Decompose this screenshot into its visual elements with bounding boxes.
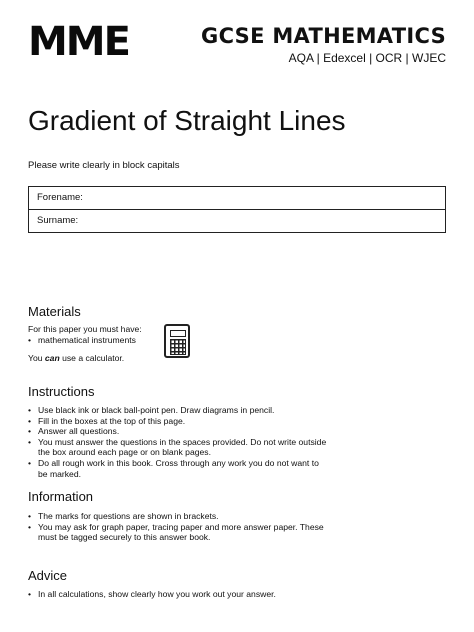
name-box — [28, 186, 446, 233]
exam-header — [201, 24, 446, 66]
list-item: • In all calculations, show clearly how you work out your answer. — [28, 589, 348, 600]
list-item: • mathematical instruments — [28, 335, 178, 346]
information-list — [28, 511, 328, 543]
block-capitals-instruction: Please write clearly in block capitals — [28, 160, 180, 171]
list-item: • Do all rough work in this book. Cross through any work you do not want to be marked. — [28, 458, 328, 479]
information-heading: Information — [28, 489, 94, 504]
materials-intro: For this paper you must have: — [28, 324, 142, 334]
calculator-screen — [170, 330, 186, 337]
calculator-note: You can use a calculator. — [28, 353, 125, 364]
instructions-heading: Instructions — [28, 384, 95, 399]
materials-list — [28, 324, 178, 364]
list-item: • You may ask for graph paper, tracing paper and more answer paper. These must be tagged securely to this answer book. — [28, 522, 328, 543]
list-item: • You must answer the questions in the spaces provided. Do not write outside the box around each page or on blank pages. — [28, 437, 328, 458]
surname-field[interactable]: Surname: — [29, 209, 445, 232]
materials-heading: Materials — [28, 304, 81, 319]
subject-title: GCSE MATHEMATICS — [201, 24, 446, 48]
exam-boards: AQA | Edexcel | OCR | WJEC — [288, 51, 446, 65]
calculator-keys — [170, 339, 186, 355]
calculator-icon — [164, 324, 190, 358]
list-item: • Use black ink or black ball-point pen. Draw diagrams in pencil. — [28, 405, 328, 416]
page-title: Gradient of Straight Lines — [28, 105, 346, 136]
forename-field[interactable]: Forename: — [37, 192, 83, 203]
advice-list — [28, 589, 348, 600]
list-item: • The marks for questions are shown in brackets. — [28, 511, 328, 522]
mme-logo: MME — [28, 19, 129, 65]
can-emphasis: can — [44, 353, 60, 364]
list-item: • Fill in the boxes at the top of this page. — [28, 416, 328, 427]
list-item: • Answer all questions. — [28, 426, 328, 437]
advice-heading: Advice — [28, 568, 68, 583]
instructions-list — [28, 405, 328, 479]
